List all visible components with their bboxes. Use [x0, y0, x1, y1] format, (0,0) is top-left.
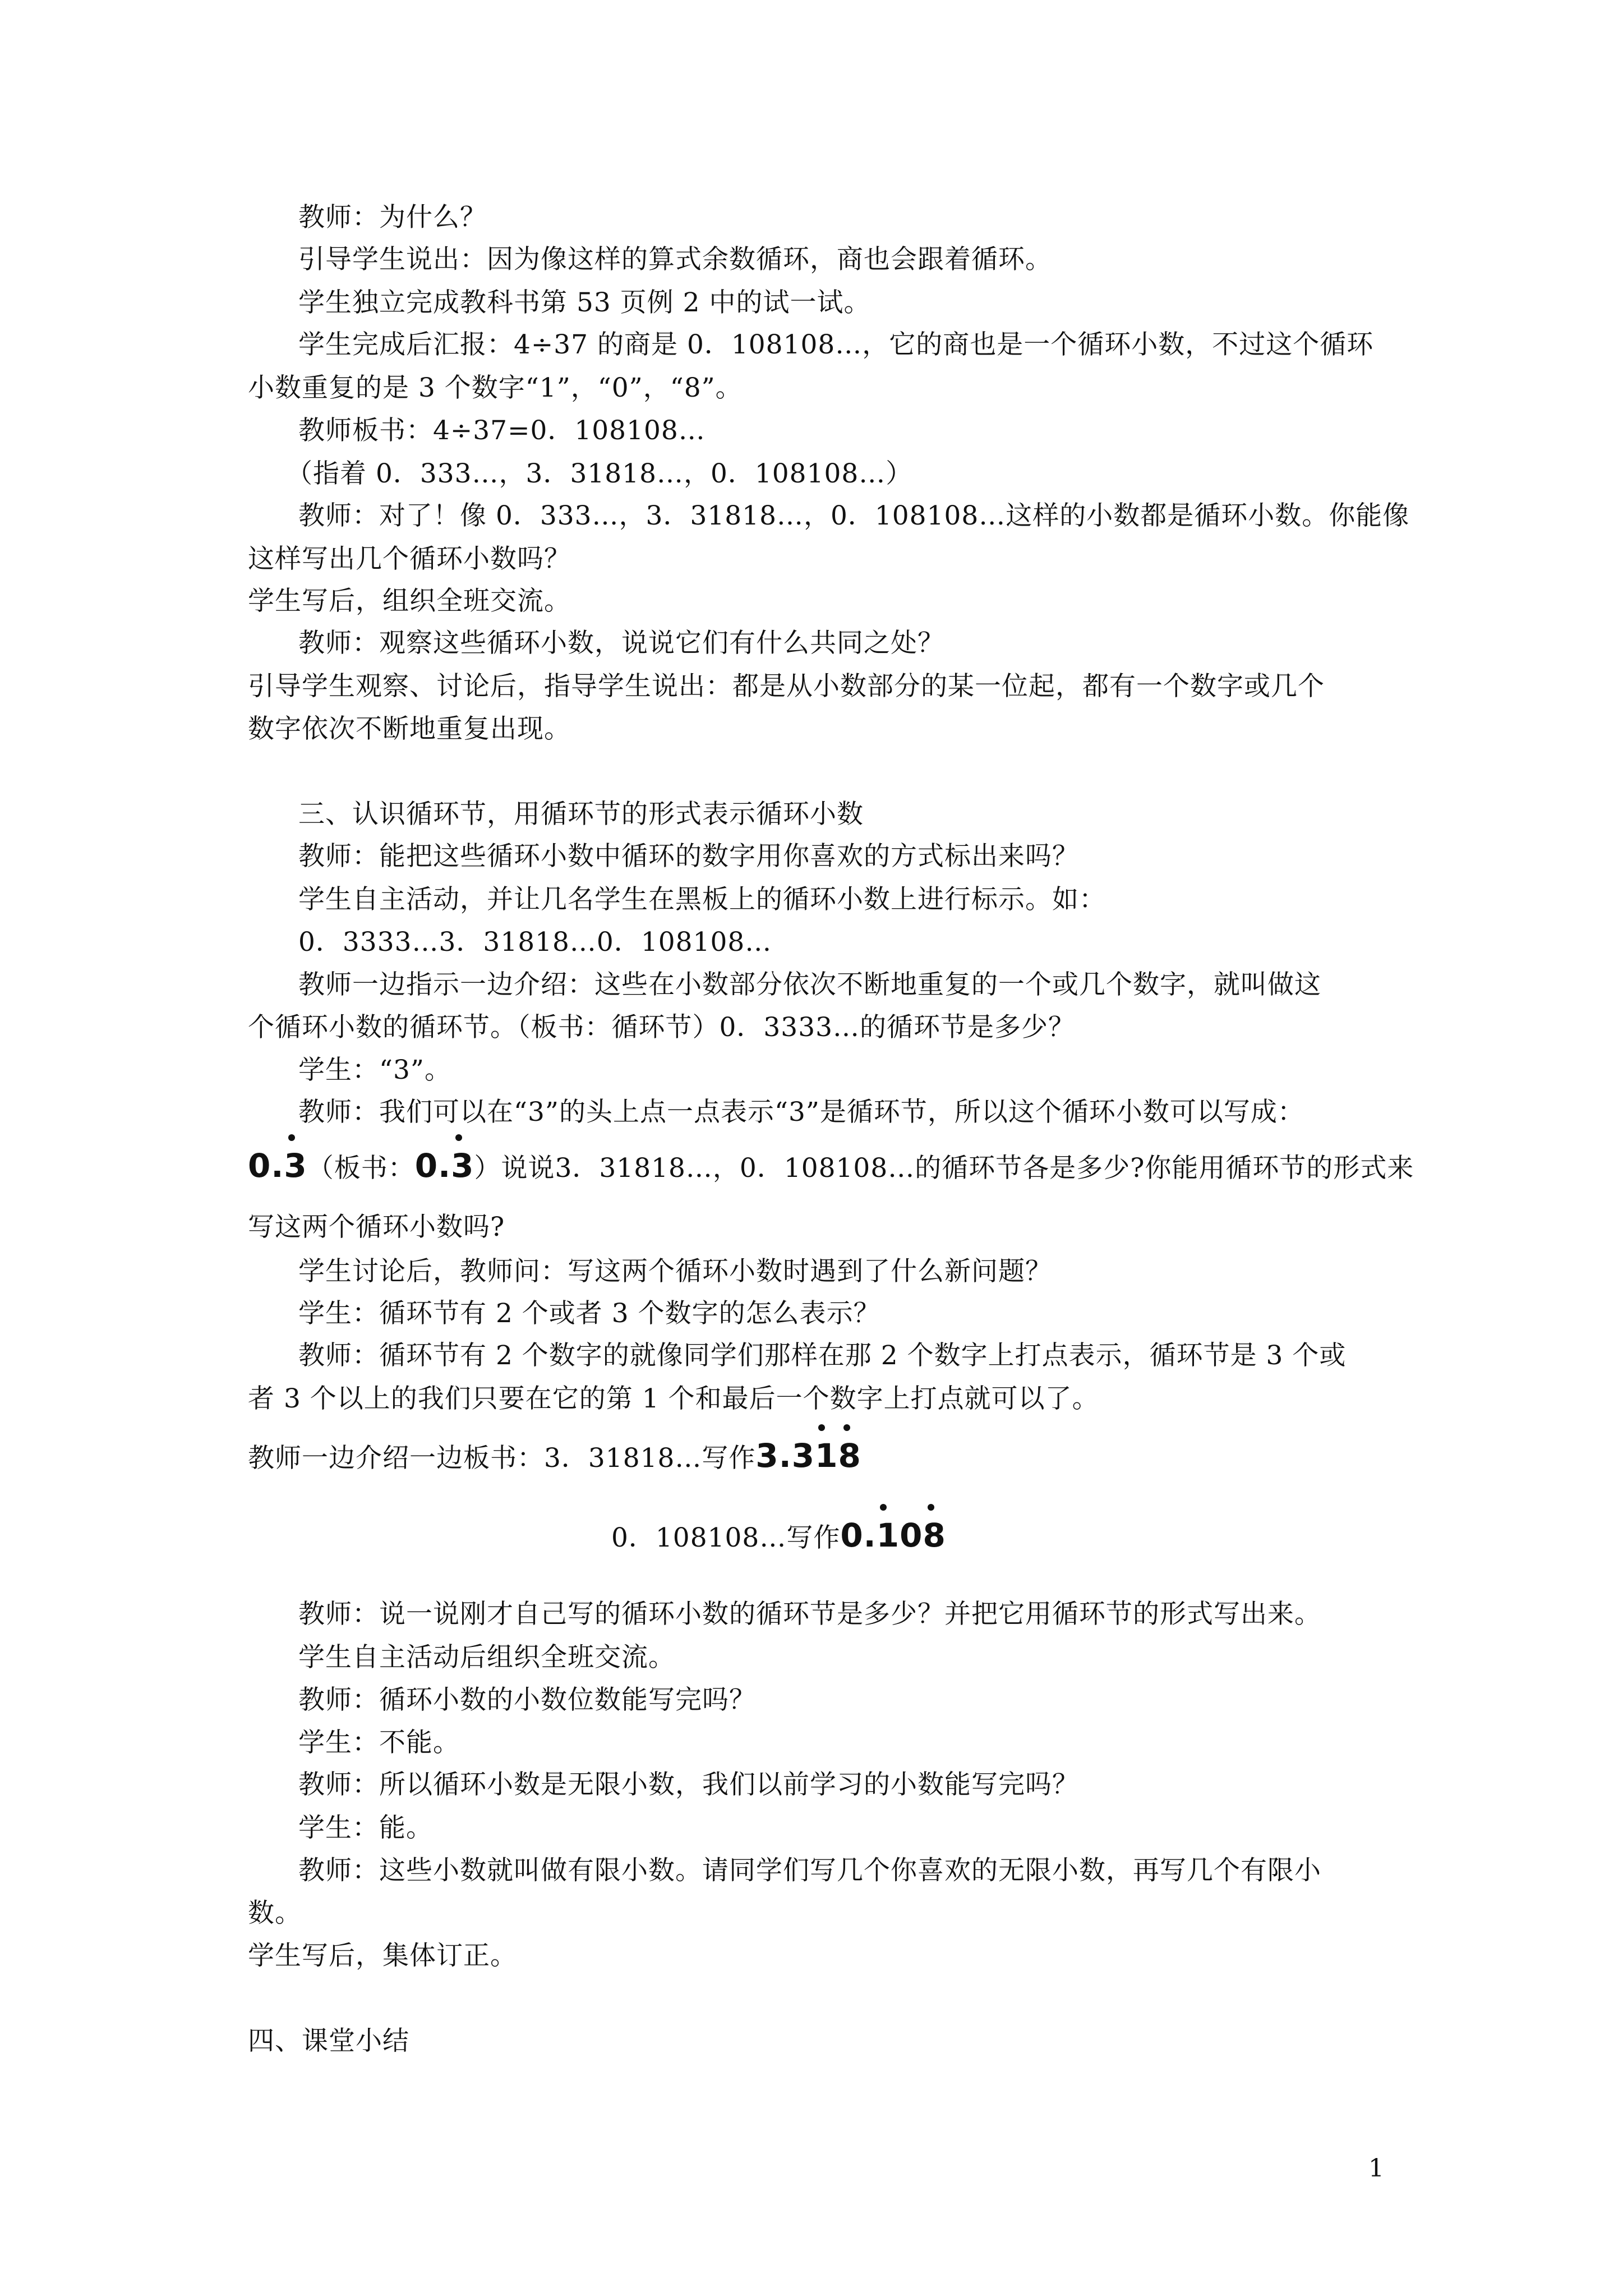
text-line-with-math: 0. 3（板书：0. 3）说说3．31818…，0．108108…的循环节各是多少?你能用循环节的形式来 — [248, 1149, 1414, 1185]
text-line: 教师一边指示一边介绍：这些在小数部分依次不断地重复的一个或几个数字，就叫做这 — [298, 969, 1321, 1000]
text-line: 教师：所以循环小数是无限小数，我们以前学习的小数能写完吗？ — [298, 1769, 1079, 1800]
text-line: 教师：对了！像 0．333…，3．31818…，0．108108…这样的小数都是循环小数。你能像 — [298, 500, 1410, 531]
text-line: 学生独立完成教科书第 53 页例 2 中的试一试。 — [298, 287, 871, 318]
text-line: 学生完成后汇报：4÷37 的商是 0．108108…，它的商也是一个循环小数，不过这个循环 — [298, 329, 1374, 360]
text-line: 这样写出几个循环小数吗？ — [248, 544, 571, 574]
text-line-with-math: 教师一边介绍一边板书：3．31818…写作3.3 1 8 — [248, 1439, 861, 1475]
text-line: 学生写后，组织全班交流。 — [248, 586, 571, 616]
text-line: 学生自主活动后组织全班交流。 — [298, 1642, 675, 1673]
text-line: 教师：为什么？ — [298, 202, 487, 233]
text-line: （指着 0．333…，3．31818…，0．108108…） — [286, 458, 913, 489]
text-line: 学生：“3”。 — [298, 1055, 451, 1085]
text-line: 教师：我们可以在“3”的头上点一点表示“3”是循环节，所以这个循环小数可以写成： — [298, 1097, 1304, 1128]
repeating-decimal: 3.3 1 8 — [755, 1439, 861, 1473]
text-line: 学生讨论后，教师问：写这两个循环小数时遇到了什么新问题？ — [298, 1256, 1052, 1287]
text-line: 教师：循环节有 2 个数字的就像同学们那样在那 2 个数字上打点表示，循环节是 3 个或 — [298, 1340, 1347, 1371]
text-line: 教师：这些小数就叫做有限小数。请同学们写几个你喜欢的无限小数，再写几个有限小 — [298, 1855, 1321, 1886]
text-line: 学生：不能。 — [298, 1727, 460, 1758]
page-number: 1 — [1368, 2154, 1384, 2183]
text-line: 数字依次不断地重复出现。 — [248, 714, 571, 744]
text-line: 引导学生说出：因为像这样的算式余数循环，商也会跟着循环。 — [298, 244, 1052, 275]
text-line: 教师：说一说刚才自己写的循环小数的循环节是多少？并把它用循环节的形式写出来。 — [298, 1599, 1321, 1630]
text-line: 引导学生观察、讨论后，指导学生说出：都是从小数部分的某一位起，都有一个数字或几个 — [248, 671, 1325, 702]
text-line: 者 3 个以上的我们只要在它的第 1 个和最后一个数字上打点就可以了。 — [248, 1383, 1099, 1414]
text-line: 教师：观察这些循环小数，说说它们有什么共同之处？ — [298, 628, 944, 659]
section-heading: 三、认识循环节，用循环节的形式表示循环小数 — [298, 799, 864, 830]
repeating-decimal: 0. 3 — [415, 1149, 474, 1182]
text-line: 个循环小数的循环节。（板书：循环节）0．3333…的循环节是多少？ — [248, 1012, 1076, 1043]
text-line: 学生：能。 — [298, 1812, 433, 1843]
text-line: 教师：能把这些循环小数中循环的数字用你喜欢的方式标出来吗？ — [298, 841, 1079, 872]
text-line: 学生自主活动，并让几名学生在黑板上的循环小数上进行标示。如： — [298, 884, 1106, 915]
text-line: 0．3333…3．31818…0．108108… — [298, 927, 772, 958]
repeating-decimal: 0. 10 8 — [840, 1519, 946, 1552]
text-line: 教师板书：4÷37=0．108108… — [298, 415, 706, 446]
text-line: 写这两个循环小数吗? — [248, 1212, 505, 1243]
text-line: 学生：循环节有 2 个或者 3 个数字的怎么表示？ — [298, 1298, 880, 1329]
text-line: 数。 — [248, 1898, 302, 1929]
section-heading: 四、课堂小结 — [248, 2026, 409, 2056]
text-line: 学生写后，集体订正。 — [248, 1940, 517, 1971]
repeating-decimal: 0. 3 — [248, 1149, 307, 1182]
text-line: 教师：循环小数的小数位数能写完吗？ — [298, 1685, 756, 1715]
text-line: 小数重复的是 3 个数字“1”，“0”，“8”。 — [248, 372, 743, 403]
text-line-with-math: 0．108108…写作0. 10 8 — [611, 1519, 946, 1555]
